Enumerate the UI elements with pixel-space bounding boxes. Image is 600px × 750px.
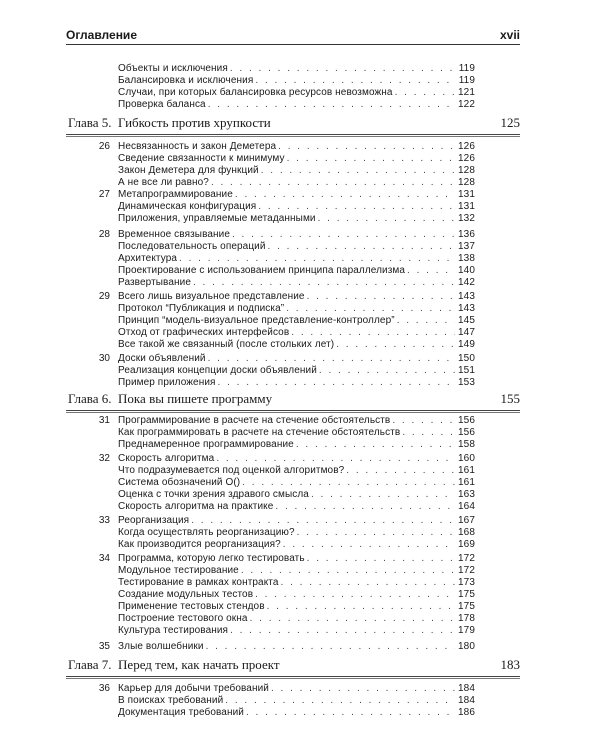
toc-entry: Проектирование с использованием принципа параллелизма . . . 140 — [118, 264, 475, 277]
toc-entry: Протокол “Публикация и подписка” . . . 143 — [118, 302, 475, 315]
chapter-heading — [66, 392, 520, 411]
section-number: 29 — [98, 291, 110, 302]
toc-entry: Построение тестового окна . . . 178 — [118, 612, 475, 625]
section-number: 32 — [98, 453, 110, 464]
toc-entry: Реализация концепции доски объявлений . . . 151 — [118, 364, 475, 377]
toc-entry: Отход от графических интерфейсов . . . 147 — [118, 326, 475, 339]
section-number: 33 — [98, 515, 110, 526]
section-number: 36 — [98, 683, 110, 694]
toc-entry: Применение тестовых стендов . . . 175 — [118, 600, 475, 613]
toc-entry: Сведение связанности к минимуму . . . 126 — [118, 152, 475, 165]
toc-entry: Принцип “модель-визуальное представление-контроллер” . . . 145 — [118, 314, 475, 327]
running-head-title: Оглавление — [66, 28, 137, 42]
toc-entry: Архитектура . . . 138 — [118, 252, 475, 265]
toc-entry: Объекты и исключения . . . 119 — [118, 62, 475, 75]
toc-entry: Временное связывание . . . 136 — [118, 228, 475, 241]
chapter-label: Глава 5. — [68, 115, 112, 130]
toc-entry: Модульное тестирование . . . 172 — [118, 564, 475, 577]
toc-entry: Скорость алгоритма . . . 160 — [118, 452, 475, 465]
running-head — [66, 28, 520, 45]
chapter-label: Глава 7. — [68, 657, 112, 672]
toc-entry: В поисках требований . . . 184 — [118, 694, 475, 707]
chapter-title: Пока вы пишете программу — [118, 391, 273, 406]
chapter-page: 183 — [500, 657, 520, 672]
toc-entry: Динамическая конфигурация . . . 131 — [118, 200, 475, 213]
toc-entry: Карьер для добычи требований . . . 184 — [118, 682, 475, 695]
toc-entry: Тестирование в рамках контракта . . . 173 — [118, 576, 475, 589]
running-head-page-number: xvii — [499, 28, 520, 42]
section-number: 26 — [98, 141, 110, 152]
toc-entry: Преднамеренное программирование . . . 158 — [118, 438, 475, 451]
toc-entry: Как производится реорганизация? . . . 169 — [118, 538, 475, 551]
toc-entry: Всего лишь визуальное представление . . . 143 — [118, 290, 475, 303]
section-number: 31 — [98, 415, 110, 426]
toc-entry: А не все ли равно? . . . 128 — [118, 176, 475, 189]
toc-entry: Пример приложения . . . 153 — [118, 376, 475, 389]
section-number: 28 — [98, 229, 110, 240]
section-number: 27 — [98, 189, 110, 200]
toc-entry: Доски объявлений . . . 150 — [118, 352, 475, 365]
toc-entry: Скорость алгоритма на практике . . . 164 — [118, 500, 475, 513]
toc-entry: Случаи, при которых балансировка ресурсов невозможна . . . 121 — [118, 86, 475, 99]
toc-entry: Что подразумевается под оценкой алгоритмов? . . . 161 — [118, 464, 475, 477]
toc-entry: Система обозначений O() . . . 161 — [118, 476, 475, 489]
toc-entry: Программа, которую легко тестировать . . . 172 — [118, 552, 475, 565]
chapter-page: 155 — [500, 391, 520, 406]
section-number: 34 — [98, 553, 110, 564]
section-number: 35 — [98, 641, 110, 652]
toc-entry: Оценка с точки зрения здравого смысла . . . 163 — [118, 488, 475, 501]
toc-entry: Документация требований . . . 186 — [118, 706, 475, 719]
toc-entry: Приложения, управляемые метаданными . . . 132 — [118, 212, 475, 225]
toc-entry: Злые волшебники . . . 180 — [118, 640, 475, 653]
toc-entry: Реорганизация . . . 167 — [118, 514, 475, 527]
chapter-page: 125 — [500, 115, 520, 130]
toc-entry: Когда осуществлять реорганизацию? . . . 168 — [118, 526, 475, 539]
toc-entry: Метапрограммирование . . . 131 — [118, 188, 475, 201]
toc-entry: Как программировать в расчете на стечение обстоятельств . . . 156 — [118, 426, 475, 439]
toc-entry: Последовательность операций . . . 137 — [118, 240, 475, 253]
chapter-heading — [66, 116, 520, 135]
toc-entry: Несвязанность и закон Деметера . . . 126 — [118, 140, 475, 153]
toc-entry: Балансировка и исключения . . . 119 — [118, 74, 475, 87]
toc-entry: Закон Деметера для функций . . . 128 — [118, 164, 475, 177]
toc-entry: Создание модульных тестов . . . 175 — [118, 588, 475, 601]
toc-entry: Программирование в расчете на стечение обстоятельств . . . 156 — [118, 414, 475, 427]
chapter-title: Перед тем, как начать проект — [118, 657, 280, 672]
chapter-label: Глава 6. — [68, 391, 112, 406]
toc-entry: Все такой же связанный (после стольких лет) . . . 149 — [118, 338, 475, 351]
section-number: 30 — [98, 353, 110, 364]
chapter-title: Гибкость против хрупкости — [118, 115, 271, 130]
toc-entry: Культура тестирования . . . 179 — [118, 624, 475, 637]
toc-entry: Проверка баланса . . . 122 — [118, 98, 475, 111]
toc-entry: Развертывание . . . 142 — [118, 276, 475, 289]
chapter-heading — [66, 658, 520, 677]
